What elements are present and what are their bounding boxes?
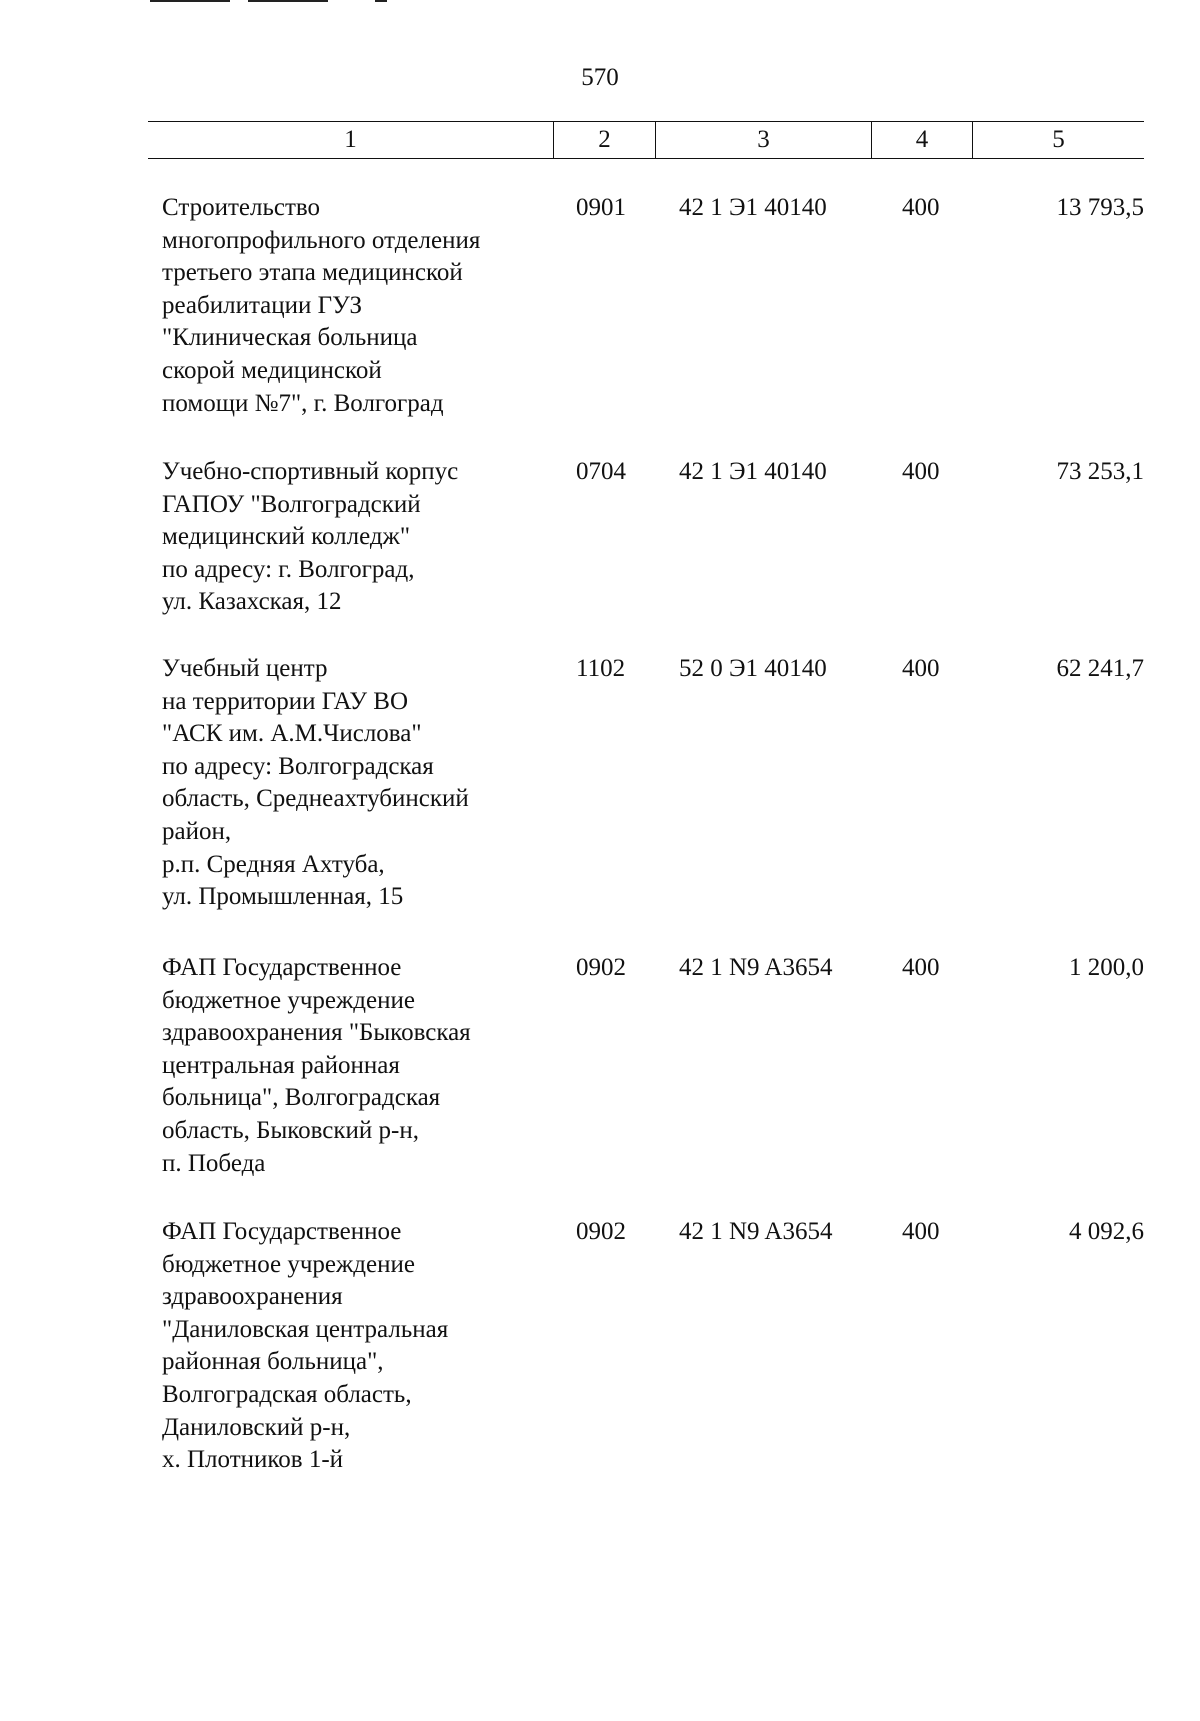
amount-value: 73 253,1 xyxy=(1056,458,1144,485)
object-name: Учебно-спортивный корпус ГАПОУ "Волгоградский медицинский колледж" по адресу: г. Волгоград, ул. Казахская, 12 xyxy=(162,458,459,616)
object-name: Учебный центр на территории ГАУ ВО "АСК им. А.М.Числова" по адресу: Волгоградская область, Среднеахтубинский район, р.п. Средняя Ахтуба, ул. Промышленная, 15 xyxy=(162,655,469,911)
amount-value: 62 241,7 xyxy=(1056,655,1144,682)
target-article-code: 42 1 N9 A3654 xyxy=(679,1218,833,1245)
target-article-code: 42 1 N9 A3654 xyxy=(679,954,833,981)
scan-artifact-line-middle xyxy=(248,0,328,2)
expense-type-code: 400 xyxy=(902,194,940,221)
section-code: 0704 xyxy=(576,458,626,485)
section-code: 0902 xyxy=(576,1218,626,1245)
object-name: ФАП Государственное бюджетное учреждение здравоохранения "Даниловская центральная районная больница", Волгоградская область, Даниловский р-н, х. Плотников 1-й xyxy=(162,1218,449,1474)
section-code: 0902 xyxy=(576,954,626,981)
expense-type-code: 400 xyxy=(902,954,940,981)
section-code: 0901 xyxy=(576,194,626,221)
amount-value: 13 793,5 xyxy=(1056,194,1144,221)
column-header-4: 4 xyxy=(872,122,973,158)
scan-artifact-line-right xyxy=(375,0,387,2)
column-header-3: 3 xyxy=(656,122,872,158)
target-article-code: 42 1 Э1 40140 xyxy=(679,458,827,485)
object-name: ФАП Государственное бюджетное учреждение здравоохранения "Быковская центральная районная больница", Волгоградская область, Быковский р-н, п. Победа xyxy=(162,954,471,1177)
expense-type-code: 400 xyxy=(902,1218,940,1245)
column-header-1: 1 xyxy=(148,122,554,158)
page-number: 570 xyxy=(581,64,619,91)
target-article-code: 52 0 Э1 40140 xyxy=(679,655,827,682)
object-name: Строительство многопрофильного отделения третьего этапа медицинской реабилитации ГУЗ "Клиническая больница скорой медицинской помощи №7", г. Волгоград xyxy=(162,194,481,417)
target-article-code: 42 1 Э1 40140 xyxy=(679,194,827,221)
scan-artifact-line-left xyxy=(150,0,230,2)
expense-type-code: 400 xyxy=(902,655,940,682)
amount-value: 1 200,0 xyxy=(1069,954,1144,981)
amount-value: 4 092,6 xyxy=(1069,1218,1144,1245)
expense-type-code: 400 xyxy=(902,458,940,485)
table-header xyxy=(148,121,1144,159)
column-header-5: 5 xyxy=(1052,126,1065,153)
section-code: 1102 xyxy=(576,655,626,682)
column-header-2: 2 xyxy=(554,122,656,158)
